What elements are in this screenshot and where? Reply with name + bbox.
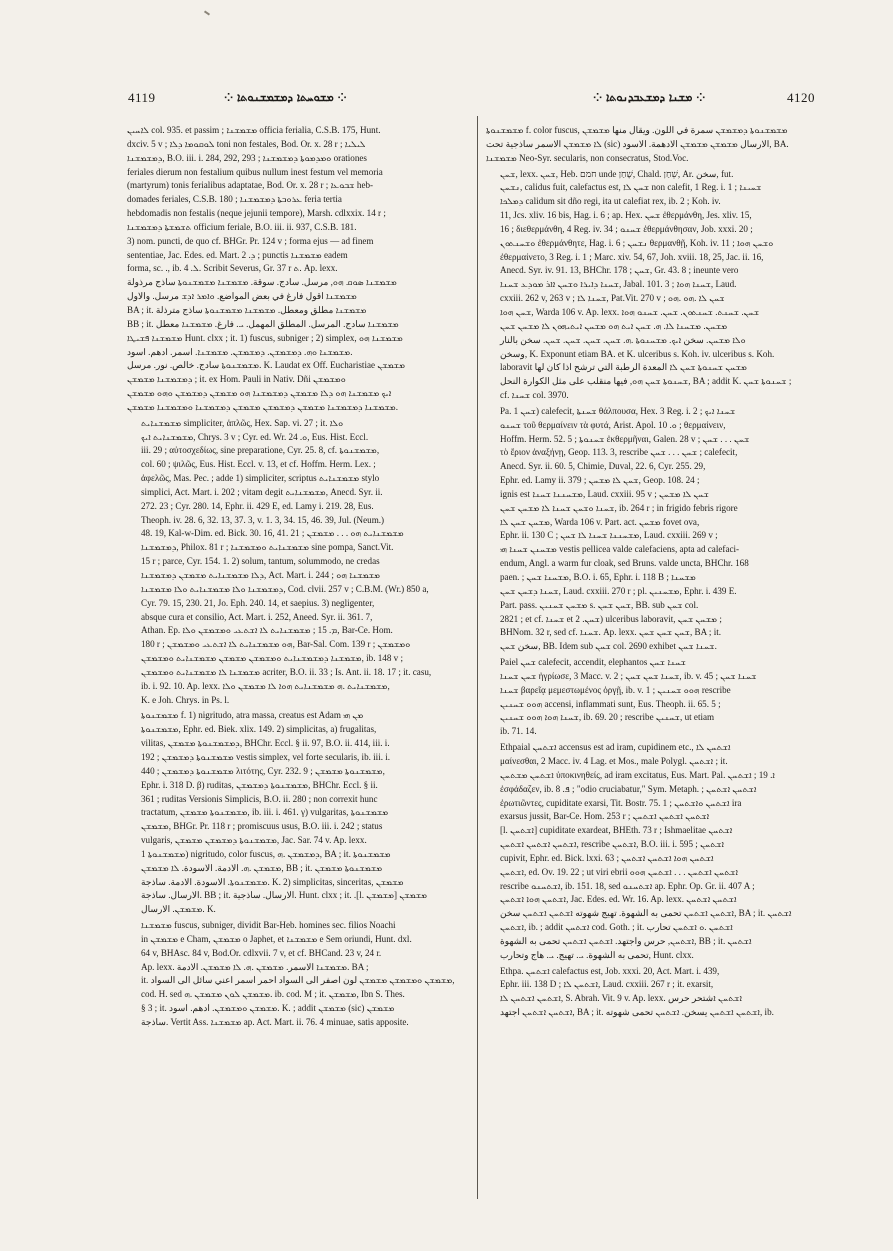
text-line: ܠܐܚܝܢ col. 935. et passim ; ܡܫܡܫܢܐ officia ferialia, C.S.B. 175, Hunt. <box>127 125 381 135</box>
text-line: Ephr. iii. 138 D ; ܐܫܬܚܢ ܠܐ, Laud. cxxiii. 267 r ; it. exarsit, <box>500 979 714 990</box>
text-line: (martyrum) tonis ferialibus adaptatae, Bod. Or. x. 28 r ; ܫܒܘܥܐ heb- <box>127 180 374 191</box>
text-line: ܫܚܢܐ ܕܫܚܢ ܫܚܢ, Laud. cxxiii. 270 r ; pl. ܡܫܚܢܝܢ, Ephr. i. 439 E. <box>500 585 737 596</box>
text-line: ܫܚܢܘ τοῦ θερμαίνειν τὰ φυτά, Arist. Apol. ܘ. 10 ; θερμαίνειν, <box>500 419 726 430</box>
text-line: ignis est ܡܫܚܢܢܐ ܫܚܢܐ, Laud. cxxiii. 95 v ; ܫܚܢ ܠܐ ܡܫܚܢ <box>500 488 709 499</box>
text-line: وسخن, K. Exponunt etiam BA. et K. ulceribus s. Koh. iv. ulceribus s. Koh. <box>500 348 775 359</box>
text-line: ܐܫܬܚܢ ܐܫܬܚܢ ܐܫܬܚܢ, rescribe ܐܫܬܚܢ, B.O. iii. i. 595 ; ܐܫܬܚܢ <box>500 839 725 850</box>
text-line: BA ; it. ܡܫܡܫܢܐ مطلق ومعطل. ܡܫܡܫܢܐ ܡܫܡܫܢܘܬܐ ساذج مترذلة <box>127 304 367 315</box>
text-line: ܫܚܢ ܫܚܢܐ ἠγρίωσε, 3 Macc. v. 2 ; ܫܚܢܐ ܫܚܢ ܫܚܢ, ib. v. 45 ; ܫܚܢܐ ܫܚܢ <box>500 670 757 681</box>
text-line: ܡܫܡܫܢܐ fuscus, subniger, dividit Bar-Heb. homines sec. filios Noachi <box>141 920 396 931</box>
text-line: cxxiii. 262 v, 263 v ; ܫܚܢܐ ܠܐ, Pat.Vit. 270 v ; ܫܚܢ ܠܐ .ܗܘ .ܗܘ <box>500 293 725 304</box>
text-line: ܡܫܡܫܢܘܬܐ f. color fuscus, ܡܫܡܫܢܘܬܐ ܕܡܫܡܫܢ سمرة في اللون. ويقال منها ܡܫܡܫܢ <box>486 125 788 135</box>
text-line: 48. 19, Kal-w-Dim. ed. Bick. 30. 16, 41. 21 ; ܡܫܡܫܢܐܝܬ ܗܘ . . . ܡܫܡܫܢ <box>141 528 404 539</box>
text-line: ib. 71. 14. <box>500 726 537 737</box>
text-line: ܡܫܡܫܢܐ ܣܘܩ ܗܘ, مرسل. سادج. سوقة. ܡܫܡܫܢܐ ܡܫܡܫܢܘܬܐ ساذج مرذولة <box>127 277 397 288</box>
text-line: paen. ; ܡܫܚܢܐ ܫܚܢ, B.O. i. 65, Ephr. i. 118 B ; ܡܫܚܢܐ <box>500 572 696 582</box>
text-line: forma, sc. ., ib. ܠ. 4. Scribit Severus, Gr. 37 r ܬ. Ap. lexx. <box>127 263 338 274</box>
text-line: ܡܫܡܫܢ .ܗ. الادمة. الاسودة. ܠܐ ܡܫܡܫܢ, BB ; it. ܡܫܡܫܢܘܬܐ ܡܫܡܫܢ <box>141 862 383 873</box>
text-line: ܬܫܡܫܬܐ ܕܡܫܡܫܢܐ officium feriale, B.O. iii. ii. 937, C.S.B. 181. <box>127 221 357 232</box>
text-line: 180 r ; ܗܘ ܡܫܡܫܢܐܝܬ ܠܐ ܐܫܬܥܝ ܘܡܫܡܫܢ, Bar-Sal. Com. 139 r ; ܘܡܫܡܫܢ <box>141 639 411 650</box>
text-line: Pa. ܫܚܢ 1) calefecit, ܫܚܢܬܐ θάλπουσα, Hex. 3 Reg. i. 2 ; ܫܚܢܐ ܐܝܟ <box>500 405 736 416</box>
text-line: 2821 ; et cf. ܫܚܢܐ et ܫܚܢ. 2) ulceribus laboravit, ܡܫܚܢ ܫܚܢ ; <box>500 613 722 624</box>
text-line: ܡܫܡܫܢܐܝܬ ܐܝܟ, Chrys. 3 v ; Cyr. ed. Wr. ܘ. 24, Eus. Hist. Eccl. <box>141 431 369 442</box>
text-line: Theoph. iv. 28. 6, 32. 13, 37. 3, v. 1. 3, 34. 15, 46. 39, Jul. (Neum.) <box>141 514 385 525</box>
entry-paragraph <box>127 124 467 415</box>
text-line: BB ; it. ܡܫܡܫܢܐ سادج. المرسل. المطلق المهمل. ܝ. فارغ. ܡܫܡܫܢܐ معطل <box>127 318 399 329</box>
text-line: ساذجة. Vertit Ass. ܡܫܡܫܢܐ ap. Act. Mart. ii. 76. 4 minuae, satis apposite. <box>141 1017 409 1027</box>
text-line: ܡܫܡܫܢ, BHGr. Pr. 118 r ; promiscuus usus, B.O. iii. i. 242 ; status <box>141 821 383 832</box>
text-line: 192 ; ܡܫܡܫܢܘܬܐ ܕܡܫܡܫܢ vestis simplex, vel forte secularis, ib. iii. i. <box>141 751 391 762</box>
text-line: cupivit, Ephr. ed. Bick. lxxi. 63 ; ܐܫܬܚܢ ܗܘܐ ܐܫܬܚܢ ܐܫܬܚܢ <box>500 852 714 863</box>
text-line: 272. 23 ; Cyr. 280. 14, Ephr. ii. 429 E, ed. Lamy i. 219. 28, Eus. <box>141 500 374 511</box>
text-line: τὸ ἔριον ἀναξήνῃ, Geop. 113. 3, rescribe ܫܚܢ . . . ܫܚܢ ; calefecit, <box>500 447 738 458</box>
text-line: 11, Jcs. xliv. 16 bis, Hag. i. 6 ; ap. Hex. ܫܚܢ ἐθερμάνθη, Jes. xliv. 15, <box>500 210 752 221</box>
entry-paragraph <box>127 709 467 917</box>
column-divider <box>477 116 478 1199</box>
text-line: تحمى به الشهوة. ܝ. تهيج. ܝ. هاج وتحارب, Hunt. clxx. <box>500 949 694 960</box>
text-line: ܐܫܬܚܢ ܗܘܐ ܐܫܬܚܢ, Jac. Edes. ed. Wr. 16. Ap. lexx. ܐܫܬܚܢ ܐܫܬܚܢ <box>500 894 737 905</box>
text-line: Ephr. ed. Lamy ii. 379 ; ܫܚܢ ܠܐ ܡܫܚܢ, Geop. 108. 24 ; <box>500 475 700 486</box>
entry-paragraph <box>127 919 467 1030</box>
page-mark <box>204 10 210 15</box>
text-line: ܘܠܐ ܡܫܚܢ. سخن ܐܝܟ. ܡܫܚܢܘܬܐ .ܗ. ܫܚܢ. ܫܚܢ. ܫܚܢ. ܫܚܢ. سخن بالنار <box>500 334 746 345</box>
entry-paragraph <box>127 417 467 708</box>
text-line: in ܡܫܡܫܢ e Cham, ܡܫܡܫܢ o Japhet, et ܡܫܡܫܢܐ e Sem oriundi, Hunt. dxl. <box>141 933 412 944</box>
text-line: ܡܫܚܢ ܫܚܢ ܠܐ, Warda 106 v. Part. act. ܡܫܚܢ fovet ova, <box>500 516 700 527</box>
text-line: ib. i. 92. 10. Ap. lexx. ܡܫܡܫܢܐܝܬ .ܗ ܡܫܡܫܢܐܝܬ ܗܘܐ ܠܐ ܡܫܡܫܢ ܘܠܐ, <box>141 680 390 691</box>
text-line: ܫܚܢܐ ܗܘܐ ܗܘܘ ܫܚܢܝܢ, ib. 69. 20 ; rescribe ܫܚܢܝܢ, ut etiam <box>500 712 715 723</box>
text-line: ܐܫܬܚܢ, ib. ; addit ܐܫܬܚܢ cod. Goth. ; it. ܐܫܬܚܢ .ܘ ܐܫܬܚܢ تحارب <box>500 922 733 933</box>
text-line: col. 60 ; ψιλῶς, Eus. Hist. Eccl. v. 13, et cf. Hoffm. Herm. Lex. ; <box>141 459 376 470</box>
entry-paragraph <box>486 168 826 403</box>
text-line: iii. 29 ; αὐτοσχεδίως, sine preparatione, Cyr. 25. 8, cf. ܡܫܡܫܢܘܬܐ, <box>141 445 380 456</box>
text-line: 15 r ; parce, Cyr. 154. 1. 2) solum, tantum, solummodo, ne credas <box>141 556 380 567</box>
text-line: exarsus jussit, Bar-Ce. Hom. 253 r ; ܐܫܬܚܢ ܐܫܬܚܢ ܐܫܬܚܢ <box>500 811 710 822</box>
page-number-left: 4119 <box>128 90 156 105</box>
text-line: domades feriales, C.S.B. 180 ; ܥܪܘܒܬܐ ܕܡܫܡܫܢܐ feria tertia <box>127 194 342 205</box>
text-line: ܠܐ ܡܫܡܫܢ الاسمر ساذجية تحت (sic) الارسال ܡܫܡܫܢ ܡܫܡܫܢ الادهمة. الاسود, BA. <box>486 138 789 149</box>
text-line: Anecd. Syr. ii. 60. 5, Chimie, Duval, 22. 6, Cyr. 255. 29, <box>500 461 706 472</box>
text-line: ܡܫܚܢܢ ܫܚܢܐ ܗܝ vestis pellicea valde calefaciens, apta ad calefaci- <box>500 544 740 555</box>
entry-paragraph <box>486 656 826 739</box>
text-line: ἐσφάδαζεν, ib. ܦ. 8 ; "odio cruciabatur," Sym. Metaph. ; ܐܫܬܚܢ ܐܫܬܚܢ <box>500 783 757 794</box>
text-line: 440 ; ܡܫܡܫܢܘܬܐ ܕܡܫܡܫܢ λιτότης, Cyr. 232. 9 ; ܡܫܡܫܢܘܬܐ ܡܫܡܫܢ, <box>141 765 385 776</box>
text-line: ܡܫܡܫܢܐ ܠܐ ܡܫܡܫܢܐܝܬ ܘܡܫܡܫܢ acriter, B.O. ii. 33 ; Is. Ant. ii. 18. 17 ; it. casu, <box>141 666 432 677</box>
text-line: ܡܫܡܫܢܘܬܐ f. 1) nigritudo, atra massa, creatus est Adam ܡܢ ܗܝ <box>141 710 364 721</box>
text-line: ܢܫܚܢ, calidus fuit, calefactus est, ܫܚܢ ܠܐ non calefit, 1 Reg. i. 1 ; ܫܚܝܢܐ <box>500 182 762 193</box>
text-line: absque cura et consilio, Act. Mart. i. 252, Aneed. Syr. ii. 361. 7, <box>141 611 373 622</box>
text-line: ܡܫܡܫܢܘܬܐ سادج. خالص. نور. مرسل. K. Laudat ex Off. Eucharistiae ܡܫܡܫܢ <box>127 360 406 371</box>
entry-paragraph <box>486 965 826 1020</box>
text-line: ܐܫܬܚܢ, حرس واجتهد. ܐܫܬܚܢ ܐܫܬܚܢ تحمى به الشهوة, BB ; it. ܐܫܬܚܢ <box>500 935 752 946</box>
text-line: Part. pass. ܡܫܚܢ ܫܚܢܝܢ s. ܫܚܢ ܫܚܢ, BB. sub ܫܚܢ col. <box>500 599 699 610</box>
text-line: ܐܝܟ ܡܫܡܫܢܐ ܗܘ ܕܠܐ ܡܫܡܫܢ ܕܡܫܡܫܢܐ ܗܘ ܡܫܡܫܢ ܕܡܫܡܫܢ ܘܗܘ ܡܫܡܫܢ <box>127 388 392 399</box>
text-line: Hoffm. Herm. 52. 5 ; ܫܚܢܘܬܐ ἐκθερμῆναι, Galen. 28 v ; ܫܚܢ . . . ܫܚܢ <box>500 433 750 444</box>
text-line: ܐܫܬܚܢ ܐܫܬܚܢ تحمى به الشهوة. تهيج شهوته ܐܫܬܚܢ ܐܫܬܚܢ سخن, BA ; it. ܐܫܬܚܢ <box>500 908 792 919</box>
text-line: Athan. Ep. ܡ. 15 ; ܡܫܡܫܢܐܝܬ ܠܐ ܐܫܬܥܝ ܘܡܫܡܫܢ ܘܠܐ, Bar-Ce. Hom. <box>141 625 393 636</box>
text-line: ܕܡܫܡܫܢܐ ܡܫܡܫܢ ; it. ex Hom. Pauli in Nativ. Dñi ܘܡܫܡܫܢ <box>127 374 346 385</box>
text-line: ܐܫܬܚܢ ܐܫܬܚܢ اجتهد, BA ; it. ܐܫܬܚܢ ܐܫܬܚܢ يسخن. ܐܫܬܚܢ تحمى شهوته, ib. <box>500 1007 774 1018</box>
text-line: ἐρωτιῶντες, cupiditate exarsi, Tit. Bostr. 75. 1 ; ܐܫܬܚܢ ܘܐܫܬܚܢ ira <box>500 797 742 808</box>
text-line: ܕܠܐ ܡܫܡܫܢܐܝܬ ܡܫܡܫܢ ܕܡܫܡܫܢܐ, Act. Mart. i. 244 ; ܡܫܡܫܢܐ ܗܘ <box>141 570 381 580</box>
text-line: Ephr. ii. 130 C ; ܡܫܚܢܢܐ ܫܚܢܐ ܠܐ ܫܚܢ, Laud. cxxiii. 269 v ; <box>500 530 718 541</box>
text-line: feriales dierum non festalium quibus nullum inest festum vel memoria <box>127 166 383 177</box>
text-line: K. e Joh. Chrys. in Ps. l. <box>141 694 230 705</box>
running-head-right: ⁘ ܡܫܢܐ ܕܡܫܥܒܕܢܘܬܐ ⁘ <box>593 91 706 104</box>
text-line: endum, Angl. a warm fur cloak, sed Bruns. valde uncta, BHChr. 168 <box>500 558 749 569</box>
entry-paragraph <box>486 405 826 654</box>
text-line: BHNom. 32 r, sed cf. ܫܚܢܐ. Ap. lexx. ܫܚܢ ܫܚܢ ܫܚܢ, BA ; it. <box>500 627 722 638</box>
page-number-right: 4120 <box>787 90 815 105</box>
text-line: ܡܫܡܫܢܐ ܕܡܫܡܫܢܐܝܬ ܘܡܫܡܫܢ ܡܫܡܫܢ ܡܫܡܫܢܐܝܬ ܘܡܫܡܫܢ, ib. 148 v ; <box>141 653 404 664</box>
text-line: ܡܫܡܫܢܐ Neo-Syr. secularis, non consecratus, Stod.Voc. <box>486 152 689 163</box>
text-line: Ephr. i. 318 D. β) ruditas, ܡܫܡܫܢܘܬܐ ܕܡܫܡܫܢ, BHChr. Eccl. § ii. <box>141 779 378 790</box>
text-line: ἐθερμαίνετο, 3 Reg. i. 1 ; Marc. xiv. 54, 67, Joh. xviii. 18, 25, Jac. ii. 16, <box>500 251 764 262</box>
text-line: Cyr. 79. 15, 230. 21, Jo. Eph. 240. 14, et saepius. 3) negligenter, <box>141 597 375 608</box>
text-line: ܫܚܢܘܬܐ ܫܚܢ ܗܘ, فيها منقلب على مثل الكوارة النحل, BA ; addit K. ܫܚܢܘܬܐ ܫܚܢ ; <box>500 376 792 387</box>
text-line: ܡܫܡܫܢܐ ܦܫܝܛܐ Hunt. clxx ; it. 1) fuscus, subniger ; 2) simplex, ܡܫܡܫܢܐ ܗܘ <box>127 332 403 343</box>
text-line: simplici, Act. Mart. i. 202 ; vitam degit ܡܫܡܫܢܐܝܬ, Anecd. Syr. ii. <box>141 486 383 497</box>
text-line: 16 ; διεθερμάνθη, 4 Reg. iv. 34 ; ܫܚܢܘ ἐθερμάνθησαν, Job. xxxi. 20 ; <box>500 223 753 234</box>
text-line: ܕܡܠܟܐ calidum sit dño regi, ita ut calefiat rex, ib. 2 ; Koh. iv. <box>500 196 721 207</box>
text-line: ܗܘܘ ܫܚܢܝܢ accensi, inflammati sunt, Eus. Theoph. ii. 65. 5 ; <box>500 698 721 709</box>
text-line: laboravit ܡܫܚܢ ܫܚܢܘܬܐ ܫܚܢ ܠܐ المعدة الرطبة التي ترشح اذا كان لها <box>500 362 747 373</box>
text-line: cf. ܫܚܢܐ col. 3970. <box>500 390 569 401</box>
text-line: ܡܫܡܫܢܐܝܬ simpliciter, ἁπλῶς, Hex. Sap. vi. 27 ; it. ܘܠܐ <box>141 417 344 428</box>
text-line: vilitas, ܕܡܫܡܫܢܘܬܐ ܡܫܡܫܢ, BHChr. Eccl. § ii. 97, B.O. ii. 414, iii. i. <box>141 738 390 749</box>
text-line: الارسال. ساذجة. BB ; it. الارسال. ساذجية. Hunt. clxx ; it. .[l. ܡܫܡܫܢ] ܡܫܡܫܢ <box>141 890 428 901</box>
text-line: ܫܚܢܐ ܘܫܚܢ ܫܚܢܐ ܠܐ ܡܫܚܢ ܫܚܢ, ib. 264 r ; in frigido febris rigore <box>500 502 738 513</box>
text-line: it. ܡܫܡܫܢ ܘܡܫܡܫܢ ܡܫܡܫܢ لون اصفر الى السواد احمر اسمر اعني سائل الى السواد, <box>141 975 455 986</box>
text-line: dxciv. 5 v ; ܠܘܩܘܡܐ ܕܠܐ toni non festales, Bod. Or. x. 28 r ; ܠܝܠܝܐ <box>127 138 366 149</box>
text-line: Anecd. Syr. iv. 91. 13, BHChr. 178 ; ܫܚܢ, Gr. 43. 8 ; ineunte vero <box>500 265 739 276</box>
running-head-left: ⁘ ܡܫܘܚܬܐ ܕܡܫܡܫܢܘܬܐ ⁘ <box>224 91 347 104</box>
text-line: hebdomadis non festalis (neque jejunii tempore), Marsh. cdlxxix. 14 r ; <box>127 208 386 219</box>
left-column <box>127 124 467 1030</box>
text-line: cod. H. sed ܡܫܡܫܢ ܠܘܢ ܡܫܡܫܢ .ܗ. ib. cod. M ; it. ܡܫܡܫܢ, Ibn S. Thes. <box>141 989 405 1000</box>
text-line: § 3 ; it. ܡܫܡܫܢ ܘܡܫܡܫܢ. ادهم. اسود. K. ; addit ܡܫܡܫܢ (sic) ܡܫܡܫܢ <box>141 1003 395 1014</box>
text-line: ܐܫܬܚܢ, ed. Ov. 19. 22 ; ut viri ebrii ܐܫܬܚܢ ܐܫܬܚܢ . . . ܐܫܬܚܢ ܗܘܘ <box>500 866 739 877</box>
text-line: rescribe ܐܫܬܚܢܘ, ib. 151. 18, sed ܐܫܬܚܢܘ ap. Ephr. Op. Gr. ii. 407 A ; <box>500 880 755 891</box>
text-line: μαίνεσθαι, 2 Macc. iv. 4 Lag. et Mos., male Polygl. ܐܫܬܚܢ ; it. <box>500 755 728 766</box>
text-line: ܡܫܡܫܢܐ اقول فارغ في بعض المواضع. ܘܐܡܪ ܐܕܫ مرسل. والاول <box>127 291 357 302</box>
text-line: 361 ; ruditas Versionis Simplicis, B.O. ii. 280 ; non correxit hunc <box>141 793 378 804</box>
text-line: [l. ܐܫܬܚܢ] cupiditate exardeat, BHEth. 73 r ; Ishmaelitae ܐܫܬܚܢ <box>500 825 733 836</box>
entry-paragraph <box>486 741 826 963</box>
text-line: سخن ܫܚܢ, BB. Idem sub ܫܚܢ col. 2690 exhibet ܫܚܢܐ ܫܚܢ. <box>500 641 717 652</box>
page-header <box>128 90 815 110</box>
text-line: sententiae, Jac. Edes. ed. Mart. ܕ. 2 ; punctis ܡܫܡܫܢܐ eadem <box>127 249 348 260</box>
text-line: vulgaris, ܡܫܡܫܢܘܬܐ ܕܡܫܡܫܢ ܡܫܡܫܢ, Jac. Sar. 74 v. Ap. lexx. <box>141 835 367 846</box>
right-column <box>486 124 826 1020</box>
text-line: Ethpaial ܐܫܬܚܢ accensus est ad iram, cupidinem etc., ܐܫܬܚܢ ܠܐ <box>500 742 731 753</box>
text-line: ܫܚܢܐ βαρεῖᾳ μεμεστωμένος ὀργῇ, ib. v. 1 ; ܗܘܘ ܫܚܢܝܢ rescribe <box>500 684 731 695</box>
text-line: ܡܫܡܫܢܐ ܕܡܫܡܫܢܐ ܡܫܡܫܢ ܕܡܫܡܫܢ ܡܫܡܫܢ ܕܡܫܡܫܢܐ ܘܡܫܡܫܢܐ ܡܫܡܫܢ. <box>127 401 399 412</box>
text-line: ܫܚܢ, lexx. ܫܚܢ, Heb. חמם unde שָׁחַן, Chald. שְׁחַן, Ar. سخن, fut. <box>500 168 734 179</box>
text-line: ܐܫܬܚܢ ܡܫܬܚܢ ὑποκινηθείς, ad iram excitatus, Eus. Mart. Pal. ܐ. 19 ; ܐܫܬܚܢ <box>500 769 775 780</box>
text-line: ܡܫܚܢ. ܡܫܚܢܐ ܠܐ. ܗ. ܫܚܢ ܐܝܬ ܗܘ ܡܫܚܢ ܐܝܬܝܗܘܢ ܠܐ ܡܫܚܢ ܫܚܢ <box>500 320 728 331</box>
text-line: ܡܫܡܫܢܘܬܐ, Ephr. ed. Biek. xlix. 149. 2) simplicitas, a) frugalitas, <box>141 724 377 735</box>
entry-paragraph <box>486 124 826 166</box>
text-line: 3) nom. puncti, de quo cf. BHGr. Pr. 124 v ; forma ejus — ad finem <box>127 235 374 246</box>
text-line: Ethpa. ܐܫܬܚܢ calefactus est, Job. xxxi. 20, Act. Mart. i. 439, <box>500 965 720 976</box>
text-line: ܕܡܫܡܫܢܐ, B.O. iii. i. 284, 292, 293 ; ܘܡܕܡܘܬܐ ܕܡܫܡܫܢܐ orationes <box>127 152 367 163</box>
text-line: ܫܚܢ ܗܘܐ, Warda 106 v. Ap. lexx. ܫܚܢ. ܫܚܢܬ. ܫܚܢܬܘܢ. ܫܚܢ. ܫܚܢܘ ܗܘܐ <box>500 306 760 317</box>
text-line: ܡܫܡܫܢܘܬܐ 1) nigritudo, color fuscus, ܕܡܫܡܫܢ .ܗ, BA ; it. ܡܫܡܫܢܘܬܐ <box>141 848 391 859</box>
text-line: ܫܚܢܐ ܕܐܝܪܐ ܘܫܚܢ ܐܐܪ ܡܘܕܥ ܫܚܢܐ, Jabal. 101. 3 ; ܫܚܢܐ ܗܘܐ, Laud. <box>500 279 737 290</box>
text-line: Paiel ܫܚܢ calefecit, accendit, elephantos ܫܚܢܐ ܫܚܢ <box>500 657 686 668</box>
text-line: ܘܫܚܢܬܘܢ ἐθερμάνθητε, Hag. i. 6 ; ܢܫܚܢ θερμανθῇ, Koh. iv. 11 ; ܘܫܚܢ ܗܘܐ <box>500 237 774 248</box>
text-line: ܡܫܡܫܢܘܬܐ. الاسودة. الادمة. ساذجة. K. 2) simplicitas, sinceritas, ܡܫܡܫܢ <box>141 876 404 887</box>
text-line: tractatum, ܡܫܡܫܢܘܬܐ ܡܫܡܫܢ, ib. iii. i. 461. γ) vulgaritas, ܡܫܡܫܢܘܬܐ <box>141 807 389 818</box>
text-line: ἀφελῶς, Mas. Pec. ; adde 1) simpliciter, scriptus ܡܫܡܫܢܐܝܬ stylo <box>141 473 380 484</box>
text-line: 64 v, BHAsc. 84 v, Bod.Or. cdlxvii. 7 v, et cf. BHCand. 23 v, 24 r. <box>141 947 382 958</box>
text-line: ܕܡܫܡܫܢܐ, Philox. 81 r ; ܡܫܡܫܢܐܝܬ ܘܡܫܡܫܢܐ sine pompa, Sanct.Vit. <box>141 542 394 553</box>
text-line: ܡܫܡܫܢ. الارسال. K. <box>141 904 216 915</box>
text-line: Ap. lexx. ܡܫܡܫܢܐ الاسمر. ܡܫܡܫܢ .ܗ. ܠܐ ܡܫܡܫܢ. الادمة. BA ; <box>141 961 369 972</box>
text-line: ܐܫܬܚܢ ܐܫܬܚܢ ܠܐ, S. Abrah. Vit. 9 v. Ap. lexx. ܐܫܬܚܢ ܐشتحر حرس <box>500 993 743 1004</box>
text-line: ܕܡܫܡܫܢܐ ܘܠܐ ܡܫܡܫܢܐܝܬ ܘܠܐ ܡܫܡܫܢܐ, Cod. clvii. 257 v ; C.B.M. (Wr.) 850 a, <box>141 583 429 594</box>
text-line: ܡܫܡܫܢܐ ܘܗ. ܕܡܫܡܫܢ. ܕܡܫܡܫܢ. ܡܫܡܫܢܐ. اسمر. ادهم. اسود. <box>127 346 353 357</box>
